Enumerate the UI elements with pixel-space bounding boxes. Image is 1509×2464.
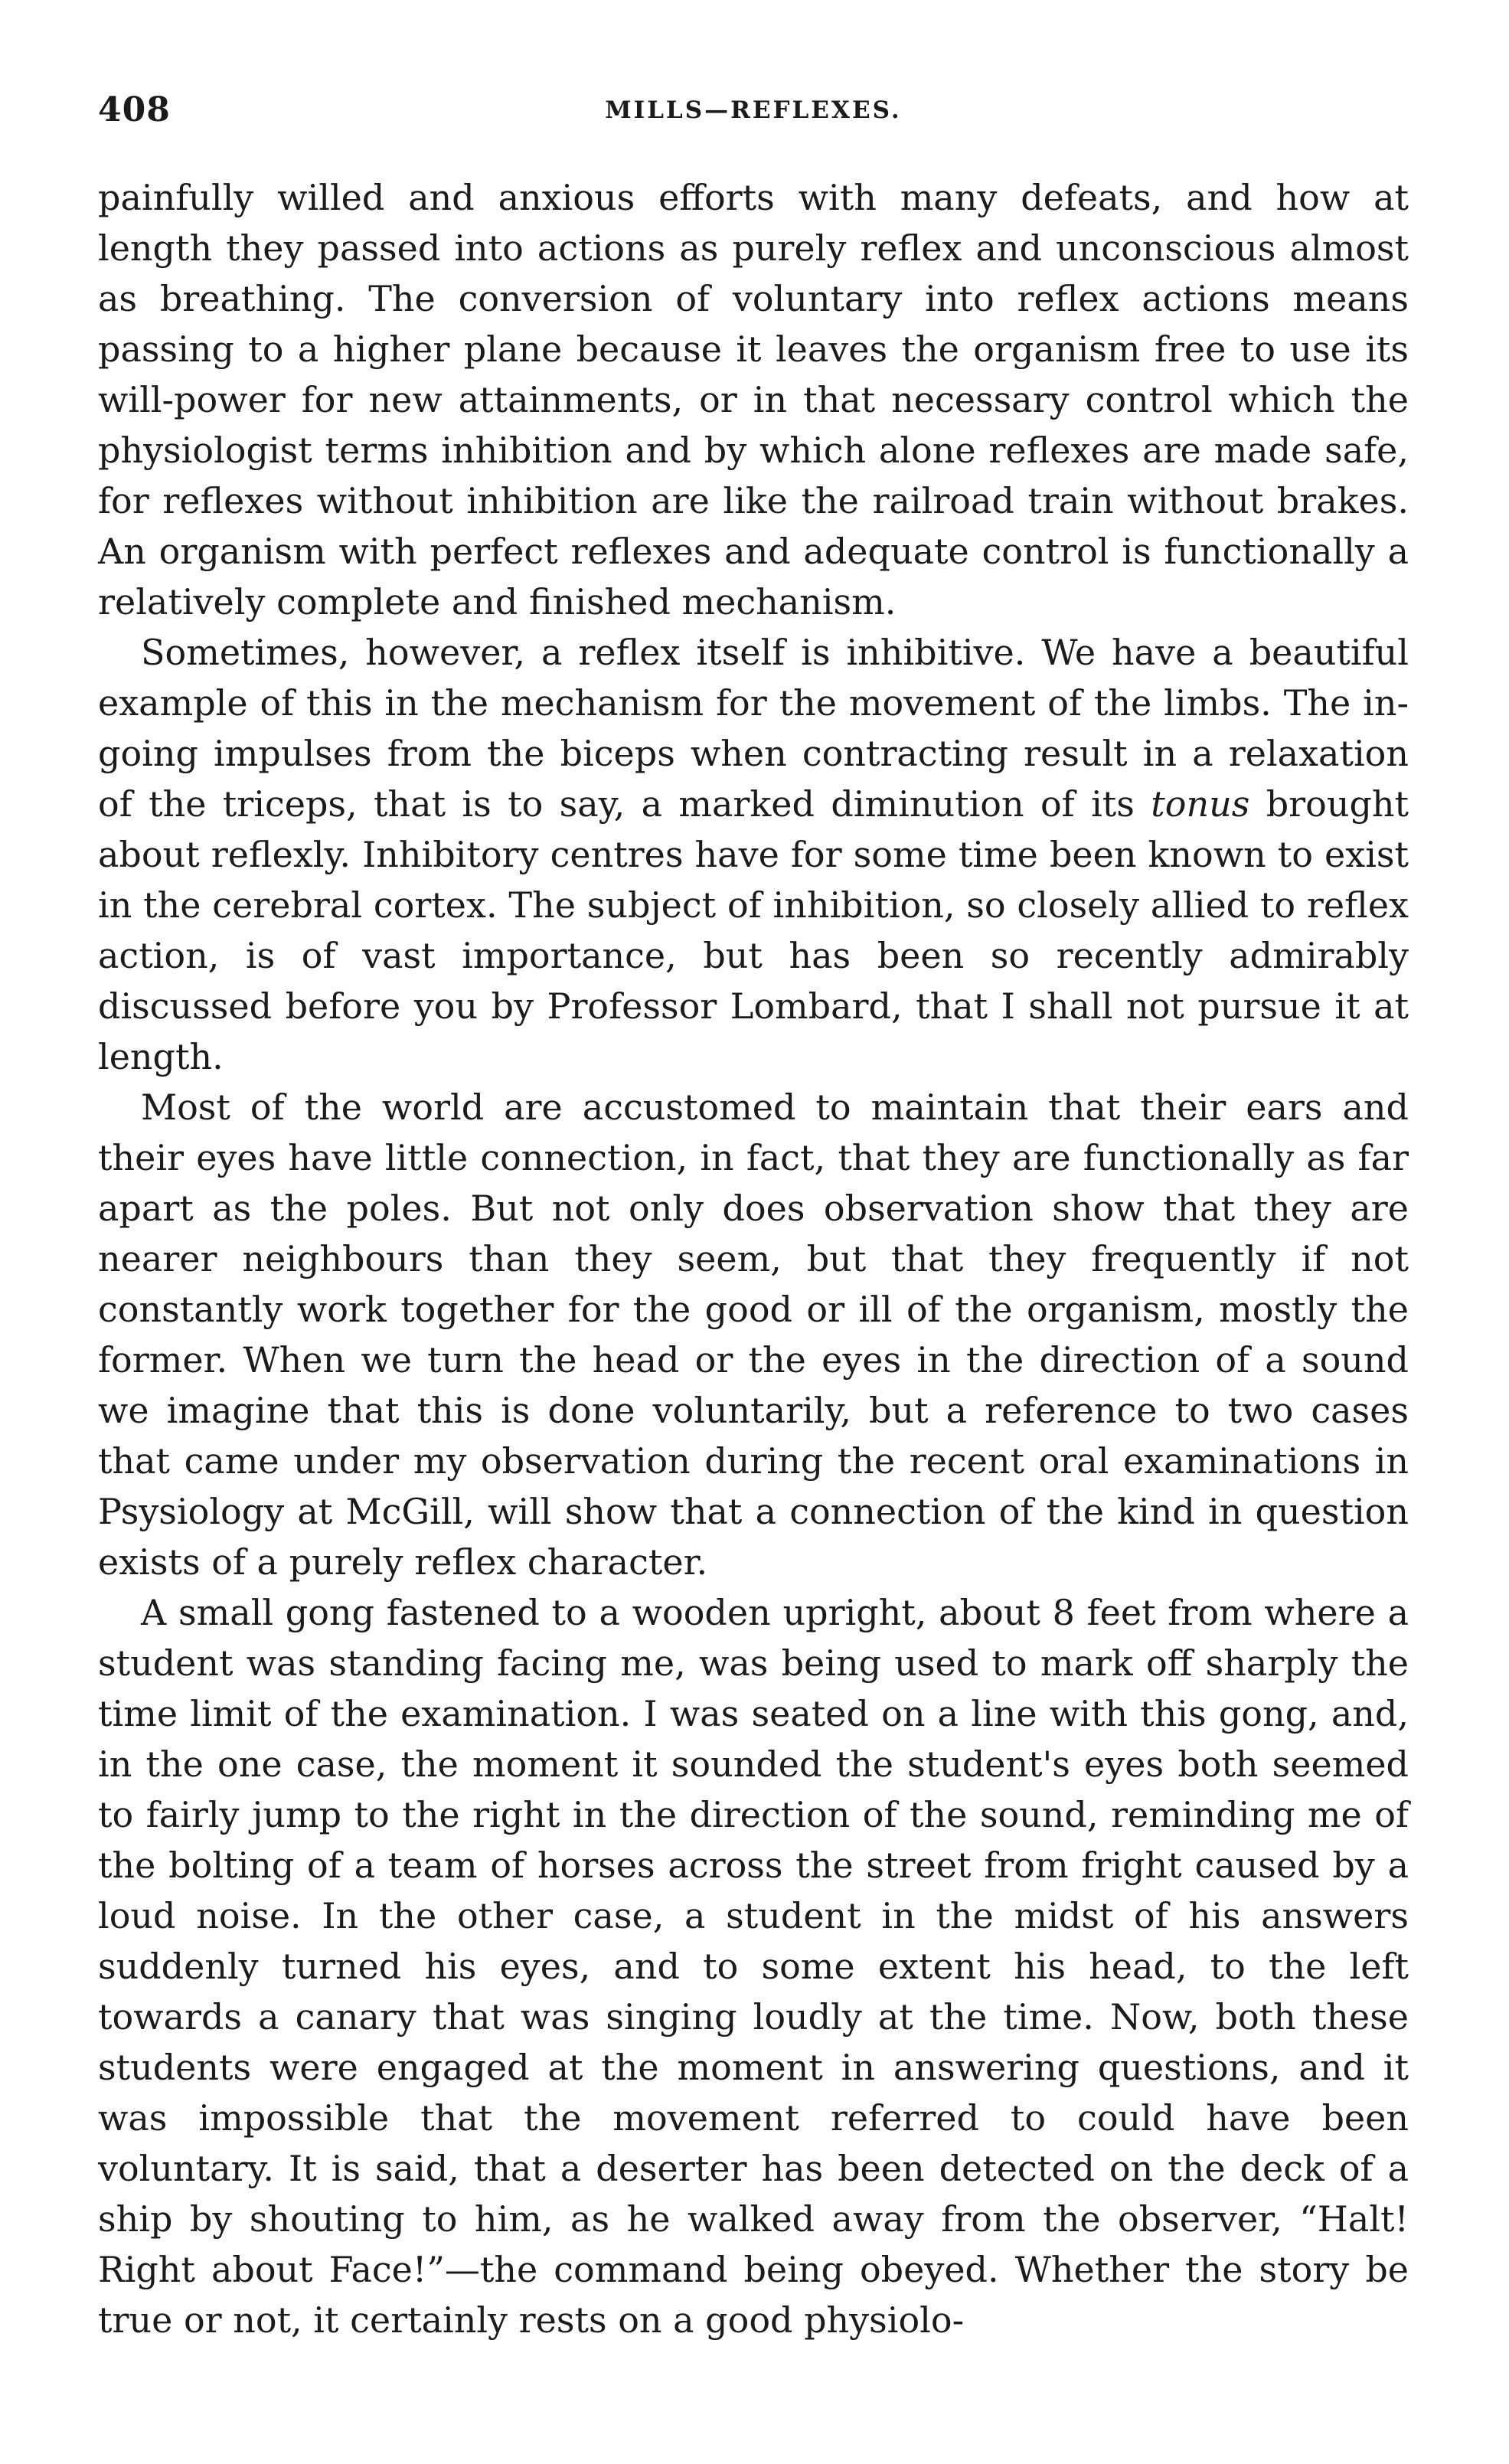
paragraph-2-after: brought about reflexly. Inhibitory centres have for some time been known to exist in the cerebral cortex. The subject of inhibition, so closely allied to reflex action, is of vast importance, but has been so recently admirably discussed before you by Professor Lombard, that I shall not pursue it at length. (98, 783, 1409, 1077)
page-header (98, 90, 1409, 144)
paragraph-4: A small gong fastened to a wooden upright, about 8 feet from where a student was standing facing me, was being used to mark off sharply the time limit of the examination. I was seated on a line with this gong, and, in the one case, the moment it sounded the student's eyes both seemed to fairly jump to the right in the direction of the sound, reminding me of the bolting of a team of horses across the street from fright caused by a loud noise. In the other case, a student in the midst of his answers suddenly turned his eyes, and to some extent his head, to the left towards a canary that was singing loudly at the time. Now, both these students were engaged at the moment in answering questions, and it was impossible that the movement referred to could have been voluntary. It is said, that a deserter has been detected on the deck of a ship by shouting to him, as he walked away from the observer, “Halt! Right about Face!”—the command being obeyed. Whether the story be true or not, it certainly rests on a good physiolo- (98, 1592, 1409, 2341)
running-head: MILLS—REFLEXES. (605, 96, 902, 124)
paragraph-3: Most of the world are accustomed to maintain that their ears and their eyes have little connection, in fact, that they are functionally as far apart as the poles. But not only does observation show that they are nearer neighbours than they seem, but that they frequently if not constantly work together for the good or ill of the organism, mostly the former. When we turn the head or the eyes in the direction of a sound we imagine that this is done voluntarily, but a reference to two cases that came under my observation during the recent oral examinations in Psysiology at McGill, will show that a connection of the kind in question exists of a purely reflex character. (98, 1087, 1409, 1583)
page-number: 408 (98, 90, 171, 129)
paragraph-1: painfully willed and anxious efforts with many defeats, and how at length they passed into actions as purely reflex and unconscious almost as breathing. The conversion of voluntary into reflex actions means passing to a higher plane because it leaves the organism free to use its will-power for new attainments, or in that necessary control which the physiologist terms inhibition and by which alone reflexes are made safe, for reflexes without inhibition are like the railroad train without brakes. An organism with perfect reflexes and adequate control is functionally a relatively complete and finished mechanism. (98, 177, 1409, 623)
body-text (98, 172, 1409, 2345)
paragraph-2-before: Sometimes, however, a reflex itself is inhibitive. We have a beautiful example of this in the mechanism for the movement of the limbs. The in-going impulses from the biceps when contracting result in a relaxation of the triceps, that is to say, a marked diminution of its (98, 632, 1409, 825)
italic-term: tonus (1151, 783, 1250, 825)
paragraph-2 (98, 627, 1409, 1082)
